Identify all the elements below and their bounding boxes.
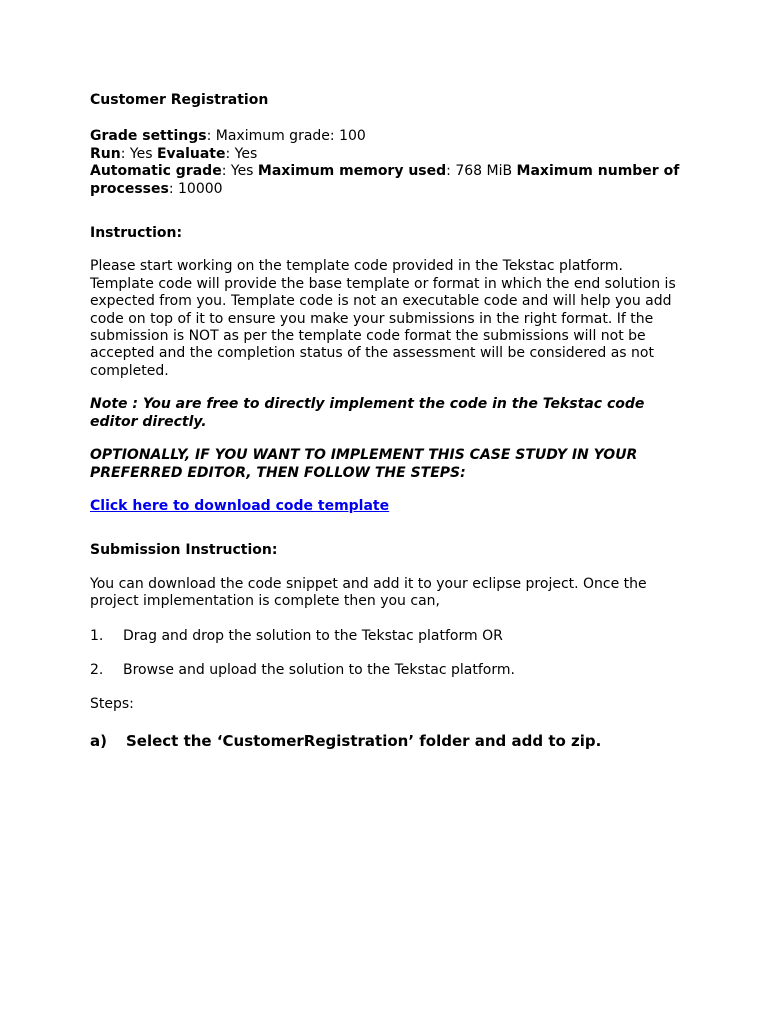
- step-a-letter: a): [90, 731, 107, 750]
- optional-note-text: OPTIONALLY, IF YOU WANT TO IMPLEMENT THIS CASE STUDY IN YOUR PREFERRED EDITOR, THEN FOLLOW THE STEPS:: [90, 447, 638, 481]
- submission-body: You can download the code snippet and add it to your eclipse project. Once the project implementation is complete then you can,: [90, 575, 647, 610]
- list-item-text: Drag and drop the solution to the Tekstac platform OR: [123, 627, 503, 644]
- note-text: Note : You are free to directly implement the code in the Tekstac code editor directly.: [90, 396, 645, 430]
- grade-settings-label: Grade settings: [90, 128, 207, 145]
- max-memory-value: : 768 MiB: [446, 163, 517, 180]
- run-value: : Yes: [120, 145, 157, 162]
- list-item-text: Browse and upload the solution to the Tekstac platform.: [123, 661, 515, 678]
- list-item-number: 2.: [90, 661, 104, 678]
- list-item: [90, 628, 690, 645]
- step-a-text: Select the ‘CustomerRegistration’ folder and add to zip.: [126, 731, 602, 750]
- automatic-grade-line: [90, 163, 690, 198]
- evaluate-label: Evaluate: [156, 145, 226, 162]
- document-title: Customer Registration: [90, 92, 269, 108]
- grade-settings-block: [90, 128, 690, 198]
- download-template-link[interactable]: Click here to download code template: [90, 497, 390, 514]
- step-a: [90, 733, 690, 750]
- max-memory-label: Maximum memory used: [257, 163, 447, 180]
- list-item-number: 1.: [90, 627, 104, 644]
- run-label: Run: [90, 145, 121, 162]
- list-item: [90, 662, 690, 679]
- max-processes-label: Maximum number of processes: [90, 163, 680, 197]
- instruction-body: Please start working on the template code provided in the Tekstac platform. Template code will provide the base template or format in which the end solution is expected from you. Template code is not an executable code and will help you add code on top of it to ensure you make your submissions in the right format. If the submission is NOT as per the template code format the submissions will not be accepted and the completion status of the assessment will be considered as not completed.: [90, 258, 676, 379]
- grade-settings-value: : Maximum grade: 100: [206, 128, 366, 145]
- submission-heading: Submission Instruction:: [90, 542, 278, 559]
- steps-label: Steps:: [90, 696, 134, 713]
- automatic-grade-label: Automatic grade: [90, 163, 222, 180]
- document-page: [90, 92, 690, 750]
- max-processes-value: : 10000: [168, 180, 223, 197]
- run-evaluate-line: [90, 146, 690, 163]
- evaluate-value: : Yes: [225, 145, 258, 162]
- instruction-heading: Instruction:: [90, 225, 183, 242]
- automatic-grade-value: : Yes: [221, 163, 258, 180]
- grade-settings-line: [90, 128, 690, 145]
